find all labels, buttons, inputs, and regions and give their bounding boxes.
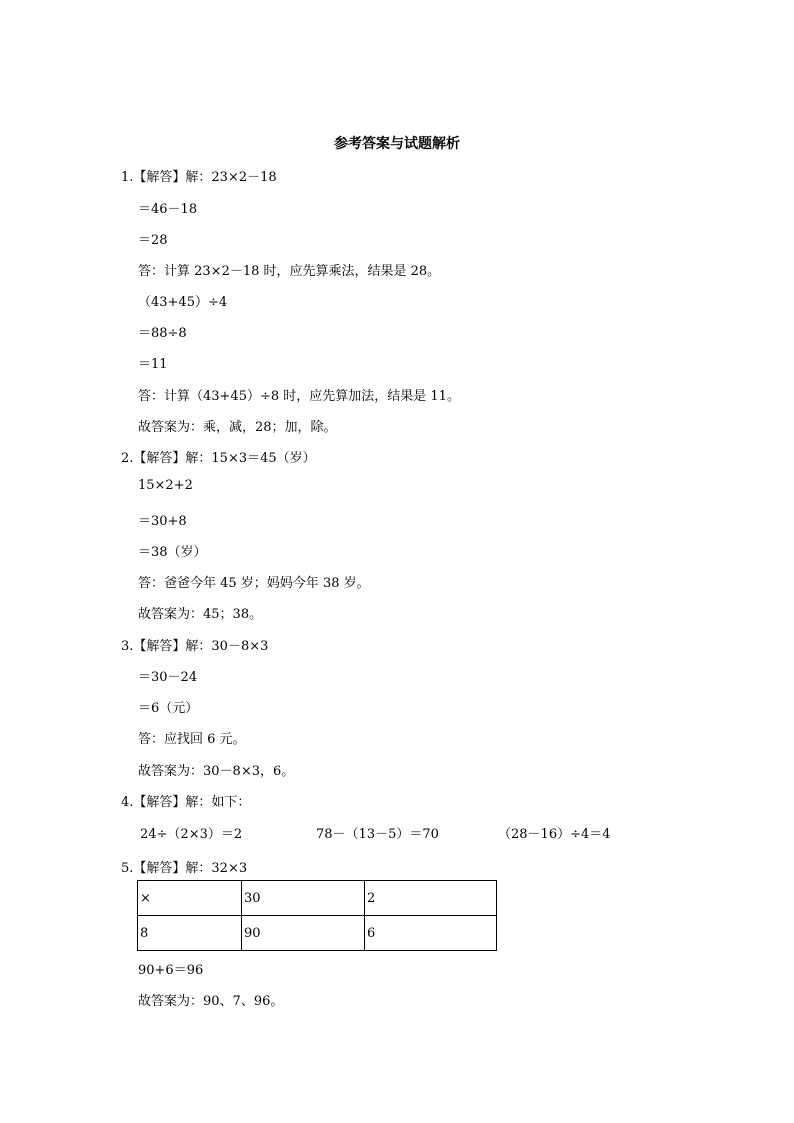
table-cell: 8 xyxy=(138,916,242,951)
table-cell: 2 xyxy=(365,881,497,916)
q2-line-2: 15×2+2 xyxy=(138,478,193,493)
q1-line-3: ＝28 xyxy=(138,233,168,248)
q3-line-3: ＝6（元） xyxy=(138,701,199,716)
q2-line-5: 答：爸爸今年 45 岁；妈妈今年 38 岁。 xyxy=(138,576,370,591)
q5-line-3: 故答案为：90、7、96。 xyxy=(138,994,284,1009)
table-cell: × xyxy=(138,881,242,916)
q1-line-9: 故答案为：乘，减，28；加，除。 xyxy=(138,420,337,435)
multiplication-table xyxy=(137,880,497,951)
q4-line-1: 4.【解答】解：如下： xyxy=(121,795,251,810)
table-cell: 6 xyxy=(365,916,497,951)
q1-line-2: ＝46－18 xyxy=(138,202,198,217)
page-title: 参考答案与试题解析 xyxy=(334,136,460,152)
q1-line-6: ＝88÷8 xyxy=(138,326,187,341)
q1-line-4: 答：计算 23×2－18 时，应先算乘法，结果是 28。 xyxy=(138,264,441,279)
q4-equation-3: （28－16）÷4＝4 xyxy=(498,827,611,842)
q3-line-2: ＝30－24 xyxy=(138,670,198,685)
q5-line-2: 90+6＝96 xyxy=(138,963,204,978)
table-cell: 90 xyxy=(242,916,365,951)
table-cell: 30 xyxy=(242,881,365,916)
q3-line-1: 3.【解答】解：30－8×3 xyxy=(121,639,269,654)
q2-line-1: 2.【解答】解：15×3＝45（岁） xyxy=(121,451,316,466)
q2-line-4: ＝38（岁） xyxy=(138,545,207,560)
q1-line-1: 1.【解答】解：23×2－18 xyxy=(121,170,277,185)
q4-equation-2: 78－（13－5）＝70 xyxy=(316,827,439,842)
q5-line-1: 5.【解答】解：32×3 xyxy=(121,861,248,876)
q1-line-8: 答：计算（43+45）÷8 时，应先算加法，结果是 11。 xyxy=(138,389,460,404)
q2-line-3: ＝30+8 xyxy=(138,514,187,529)
table-row xyxy=(138,881,497,916)
q1-line-5: （43+45）÷4 xyxy=(138,295,228,310)
q2-line-6: 故答案为：45；38。 xyxy=(138,607,263,622)
q3-line-5: 故答案为：30－8×3，6。 xyxy=(138,764,295,779)
q4-equation-1: 24÷（2×3）＝2 xyxy=(140,827,243,842)
table-row xyxy=(138,916,497,951)
q1-line-7: ＝11 xyxy=(138,357,168,372)
q3-line-4: 答：应找回 6 元。 xyxy=(138,732,246,747)
